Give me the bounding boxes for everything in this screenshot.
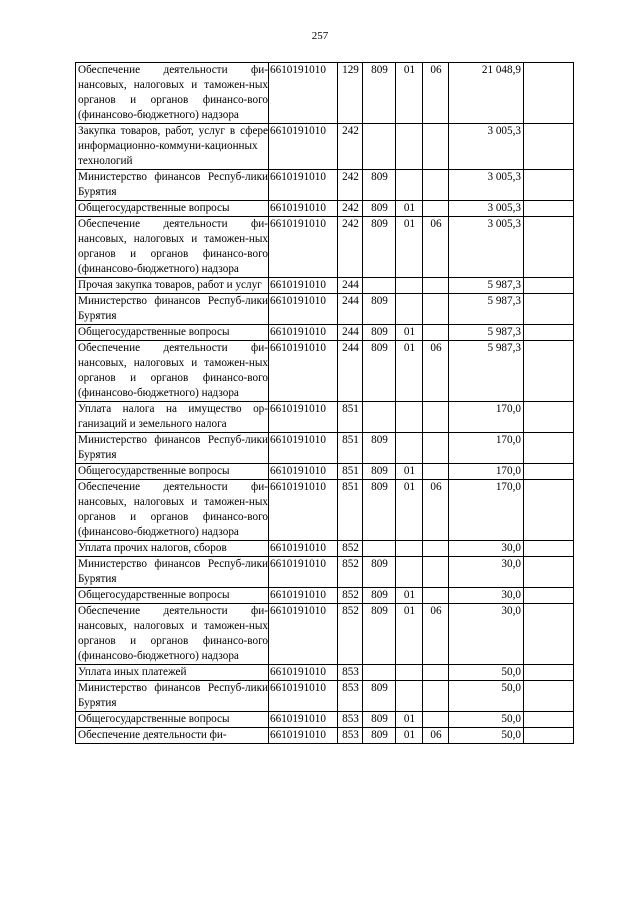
empty-cell [524,217,574,278]
section-cell: 01 [396,480,423,541]
table-row [76,201,574,217]
table-row [76,728,574,744]
row-name-cell: Общегосударственные вопросы [76,325,269,341]
section-cell: 01 [396,217,423,278]
target-code-cell: 6610191010 [269,294,338,325]
empty-cell [524,63,574,124]
expense-type-cell: 244 [338,341,363,402]
empty-cell [524,278,574,294]
row-name-cell: Министерство финансов Респуб-лики Бурятия [76,170,269,201]
section-cell [396,402,423,433]
ministry-code-cell: 809 [363,433,396,464]
table-row [76,464,574,480]
table-row [76,604,574,665]
empty-cell [524,170,574,201]
ministry-code-cell [363,665,396,681]
subsection-cell: 06 [423,63,449,124]
expense-type-cell: 852 [338,604,363,665]
amount-cell: 30,0 [449,557,524,588]
empty-cell [524,665,574,681]
empty-cell [524,681,574,712]
amount-cell: 21 048,9 [449,63,524,124]
ministry-code-cell: 809 [363,201,396,217]
row-name-cell: Уплата прочих налогов, сборов [76,541,269,557]
target-code-cell: 6610191010 [269,681,338,712]
empty-cell [524,480,574,541]
ministry-code-cell: 809 [363,63,396,124]
amount-cell: 50,0 [449,681,524,712]
table-row [76,433,574,464]
table-row [76,278,574,294]
subsection-cell: 06 [423,728,449,744]
ministry-code-cell: 809 [363,325,396,341]
subsection-cell [423,170,449,201]
section-cell [396,681,423,712]
target-code-cell: 6610191010 [269,201,338,217]
target-code-cell: 6610191010 [269,63,338,124]
amount-cell: 5 987,3 [449,294,524,325]
ministry-code-cell [363,278,396,294]
row-name-cell: Обеспечение деятельности фи-нансовых, налоговых и таможен-ных органов и органов финансо-вого (финансово-бюджетного) надзора [76,604,269,665]
target-code-cell: 6610191010 [269,588,338,604]
target-code-cell: 6610191010 [269,341,338,402]
budget-table [75,62,574,744]
section-cell: 01 [396,712,423,728]
row-name-cell: Министерство финансов Респуб-лики Бурятия [76,681,269,712]
empty-cell [524,433,574,464]
amount-cell: 5 987,3 [449,341,524,402]
amount-cell: 170,0 [449,480,524,541]
section-cell [396,557,423,588]
ministry-code-cell: 809 [363,217,396,278]
ministry-code-cell: 809 [363,294,396,325]
amount-cell: 170,0 [449,464,524,480]
row-name-cell: Обеспечение деятельности фи-нансовых, налоговых и таможен-ных органов и органов финансо-вого (финансово-бюджетного) надзора [76,480,269,541]
target-code-cell: 6610191010 [269,728,338,744]
table-row [76,124,574,170]
row-name-cell: Обеспечение деятельности фи-нансовых, налоговых и таможен-ных органов и органов финансо-вого (финансово-бюджетного) надзора [76,217,269,278]
subsection-cell: 06 [423,217,449,278]
section-cell [396,278,423,294]
expense-type-cell: 242 [338,170,363,201]
target-code-cell: 6610191010 [269,712,338,728]
section-cell: 01 [396,588,423,604]
expense-type-cell: 244 [338,294,363,325]
ministry-code-cell: 809 [363,341,396,402]
expense-type-cell: 853 [338,665,363,681]
empty-cell [524,541,574,557]
section-cell: 01 [396,63,423,124]
ministry-code-cell: 809 [363,464,396,480]
expense-type-cell: 851 [338,464,363,480]
ministry-code-cell: 809 [363,170,396,201]
target-code-cell: 6610191010 [269,665,338,681]
empty-cell [524,557,574,588]
table-row [76,341,574,402]
row-name-cell: Уплата иных платежей [76,665,269,681]
ministry-code-cell [363,402,396,433]
amount-cell: 3 005,3 [449,124,524,170]
amount-cell: 30,0 [449,604,524,665]
expense-type-cell: 852 [338,541,363,557]
section-cell [396,294,423,325]
table-row [76,294,574,325]
table-row [76,681,574,712]
expense-type-cell: 851 [338,402,363,433]
empty-cell [524,201,574,217]
target-code-cell: 6610191010 [269,124,338,170]
subsection-cell [423,402,449,433]
ministry-code-cell: 809 [363,588,396,604]
amount-cell: 5 987,3 [449,278,524,294]
subsection-cell [423,557,449,588]
amount-cell: 50,0 [449,665,524,681]
row-name-cell: Общегосударственные вопросы [76,464,269,480]
empty-cell [524,604,574,665]
expense-type-cell: 853 [338,712,363,728]
target-code-cell: 6610191010 [269,325,338,341]
row-name-cell: Министерство финансов Респуб-лики Бурятия [76,294,269,325]
section-cell [396,665,423,681]
ministry-code-cell: 809 [363,557,396,588]
row-name-cell: Общегосударственные вопросы [76,588,269,604]
table-body [76,63,574,744]
expense-type-cell: 851 [338,480,363,541]
section-cell [396,433,423,464]
expense-type-cell: 242 [338,201,363,217]
section-cell: 01 [396,201,423,217]
section-cell [396,541,423,557]
expense-type-cell: 852 [338,588,363,604]
section-cell [396,170,423,201]
amount-cell: 3 005,3 [449,170,524,201]
table-row [76,402,574,433]
empty-cell [524,294,574,325]
table-row [76,557,574,588]
amount-cell: 3 005,3 [449,201,524,217]
expense-type-cell: 853 [338,728,363,744]
amount-cell: 5 987,3 [449,325,524,341]
amount-cell: 50,0 [449,712,524,728]
section-cell: 01 [396,325,423,341]
ministry-code-cell: 809 [363,712,396,728]
subsection-cell [423,541,449,557]
ministry-code-cell: 809 [363,728,396,744]
expense-type-cell: 853 [338,681,363,712]
table-row [76,63,574,124]
subsection-cell [423,665,449,681]
subsection-cell [423,278,449,294]
row-name-cell: Министерство финансов Респуб-лики Бурятия [76,557,269,588]
empty-cell [524,712,574,728]
subsection-cell [423,201,449,217]
target-code-cell: 6610191010 [269,170,338,201]
subsection-cell [423,294,449,325]
expense-type-cell: 852 [338,557,363,588]
empty-cell [524,464,574,480]
expense-type-cell: 244 [338,325,363,341]
amount-cell: 30,0 [449,541,524,557]
subsection-cell [423,712,449,728]
section-cell: 01 [396,728,423,744]
ministry-code-cell [363,124,396,170]
amount-cell: 50,0 [449,728,524,744]
ministry-code-cell [363,541,396,557]
section-cell: 01 [396,464,423,480]
expense-type-cell: 851 [338,433,363,464]
table-row [76,541,574,557]
row-name-cell: Уплата налога на имущество ор-ганизаций и земельного налога [76,402,269,433]
subsection-cell [423,433,449,464]
row-name-cell: Общегосударственные вопросы [76,201,269,217]
target-code-cell: 6610191010 [269,557,338,588]
empty-cell [524,325,574,341]
subsection-cell [423,464,449,480]
empty-cell [524,341,574,402]
amount-cell: 3 005,3 [449,217,524,278]
empty-cell [524,402,574,433]
subsection-cell: 06 [423,604,449,665]
target-code-cell: 6610191010 [269,278,338,294]
ministry-code-cell: 809 [363,604,396,665]
empty-cell [524,588,574,604]
target-code-cell: 6610191010 [269,433,338,464]
table-row [76,170,574,201]
section-cell: 01 [396,341,423,402]
subsection-cell [423,325,449,341]
row-name-cell: Общегосударственные вопросы [76,712,269,728]
target-code-cell: 6610191010 [269,464,338,480]
table-row [76,217,574,278]
table-row [76,325,574,341]
empty-cell [524,728,574,744]
subsection-cell [423,124,449,170]
row-name-cell: Обеспечение деятельности фи- [76,728,269,744]
target-code-cell: 6610191010 [269,604,338,665]
ministry-code-cell: 809 [363,480,396,541]
ministry-code-cell: 809 [363,681,396,712]
amount-cell: 170,0 [449,433,524,464]
target-code-cell: 6610191010 [269,541,338,557]
target-code-cell: 6610191010 [269,402,338,433]
table-row [76,480,574,541]
target-code-cell: 6610191010 [269,480,338,541]
section-cell [396,124,423,170]
row-name-cell: Прочая закупка товаров, работ и услуг [76,278,269,294]
subsection-cell [423,681,449,712]
target-code-cell: 6610191010 [269,217,338,278]
row-name-cell: Министерство финансов Респуб-лики Бурятия [76,433,269,464]
table-row [76,588,574,604]
subsection-cell: 06 [423,341,449,402]
subsection-cell [423,588,449,604]
expense-type-cell: 242 [338,217,363,278]
section-cell: 01 [396,604,423,665]
expense-type-cell: 242 [338,124,363,170]
row-name-cell: Закупка товаров, работ, услуг в сфере информационно-коммуни-кационных технологий [76,124,269,170]
row-name-cell: Обеспечение деятельности фи-нансовых, налоговых и таможен-ных органов и органов финансо-вого (финансово-бюджетного) надзора [76,341,269,402]
table-row [76,665,574,681]
empty-cell [524,124,574,170]
row-name-cell: Обеспечение деятельности фи-нансовых, налоговых и таможен-ных органов и органов финансо-вого (финансово-бюджетного) надзора [76,63,269,124]
amount-cell: 170,0 [449,402,524,433]
expense-type-cell: 244 [338,278,363,294]
expense-type-cell: 129 [338,63,363,124]
page-number: 257 [311,30,329,42]
amount-cell: 30,0 [449,588,524,604]
table-row [76,712,574,728]
subsection-cell: 06 [423,480,449,541]
